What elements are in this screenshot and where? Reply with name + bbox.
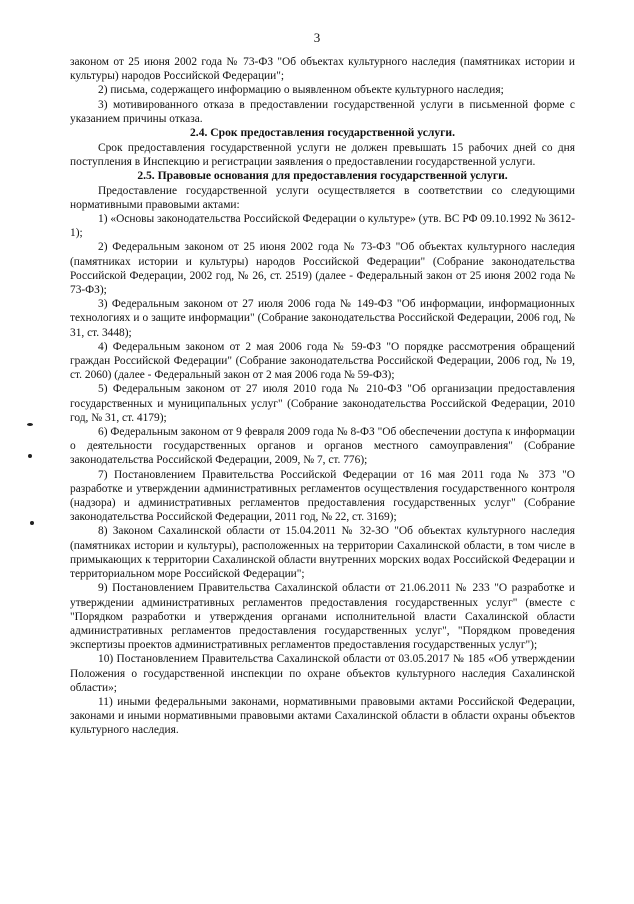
list-item: 1) «Основы законодательства Российской Федерации о культуре» (утв. ВС РФ 09.10.1992 № 3612-1); xyxy=(70,213,575,240)
page-number: 3 xyxy=(313,30,321,45)
paragraph: Предоставление государственной услуги осуществляется в соответствии со следующими нормативными правовыми актами: xyxy=(70,184,575,211)
list-item: 6) Федеральным законом от 9 февраля 2009 года № 8-ФЗ "Об обеспечении доступа к информации о деятельности государственных органов и органов местного самоуправления" (Собрание законодательства Российской Федерации, 2009, № 7, ст. 776); xyxy=(70,426,575,467)
scan-mark xyxy=(30,521,34,525)
section-heading: 2.4. Срок предоставления государственной услуги. xyxy=(190,126,455,140)
section-heading: 2.5. Правовые основания для предоставления государственной услуги. xyxy=(137,169,508,183)
paragraph: 2) письма, содержащего информацию о выявленном объекте культурного наследия; xyxy=(98,84,504,97)
list-item: 9) Постановлением Правительства Сахалинской области от 21.06.2011 № 233 "О разработке и утверждении административных регламентов предоставления государственных услуг" (вместе с "Порядком разработки и утверждения органами исполнительной власти Сахалинской области административных регламентов предоставления государственных услуг", "Порядком проведения экспертизы проектов административных регламентов предоставления государственных услуг"); xyxy=(70,582,575,652)
list-item: 8) Законом Сахалинской области от 15.04.2011 № 32-ЗО "Об объектах культурного наследия (памятниках истории и культуры), расположенных на территории Сахалинской области, в том числе в примыкающих к территории Сахалинской области внутренних морских водах Российской Федерации и территориальном море Российской Федерации"; xyxy=(70,525,575,581)
scan-mark xyxy=(28,454,32,458)
list-item: 10) Постановлением Правительства Сахалинской области от 03.05.2017 № 185 «Об утверждении Положения о государственной инспекции по охране объектов культурного наследия Сахалинской области»; xyxy=(70,653,575,694)
list-item: 7) Постановлением Правительства Российской Федерации от 16 мая 2011 года № 373 "О разработке и утверждении административных регламентов осуществления государственного контроля (надзора) и административных регламентов предоставления государственных услуг" (Собрание законодательства Российской Федерации, 2011 год, № 22, ст. 3169); xyxy=(70,468,575,524)
list-item: 3) Федеральным законом от 27 июля 2006 года № 149-ФЗ "Об информации, информационных технологиях и о защите информации" (Собрание законодательства Российской Федерации, 2006 год, № 31, ст. 3448); xyxy=(70,298,575,339)
list-item: 4) Федеральным законом от 2 мая 2006 года № 59-ФЗ "О порядке рассмотрения обращений граждан Российской Федерации" (Собрание законодательства Российской Федерации, 2006 год, № 19, ст. 2060) (далее - Федеральный закон от 2 мая 2006 года № 59-ФЗ); xyxy=(70,340,575,382)
paragraph: 3) мотивированного отказа в предоставлении государственной услуги в письменной форме с указанием причины отказа. xyxy=(70,98,575,125)
paragraph: законом от 25 июня 2002 года № 73-ФЗ "Об объектах культурного наследия (памятниках истории и культуры) народов Российской Федерации"; xyxy=(70,56,575,83)
list-item: 5) Федеральным законом от 27 июля 2010 года № 210-ФЗ "Об организации предоставления государственных и муниципальных услуг" (Собрание законодательства Российской Федерации, 2010 год, № 31, ст. 4179); xyxy=(70,383,575,424)
list-item: 2) Федеральным законом от 25 июня 2002 года № 73-ФЗ "Об объектах культурного наследия (памятниках истории и культуры) народов Российской Федерации" (Собрание законодательства Российской Федерации, 2002 год, № 26, ст. 2519) (далее - Федеральный закон от 25 июня 2002 года № 73-ФЗ); xyxy=(70,241,575,297)
paragraph: Срок предоставления государственной услуги не должен превышать 15 рабочих дней со дня поступления в Инспекцию и регистрации заявления о предоставлении государственной услуги. xyxy=(70,141,575,168)
scan-mark xyxy=(27,423,33,426)
list-item: 11) иными федеральными законами, нормативными правовыми актами Российской Федерации, законами и иными нормативными правовыми актами Сахалинской области в области охраны объектов культурного наследия. xyxy=(70,695,575,737)
document-body xyxy=(70,55,575,738)
